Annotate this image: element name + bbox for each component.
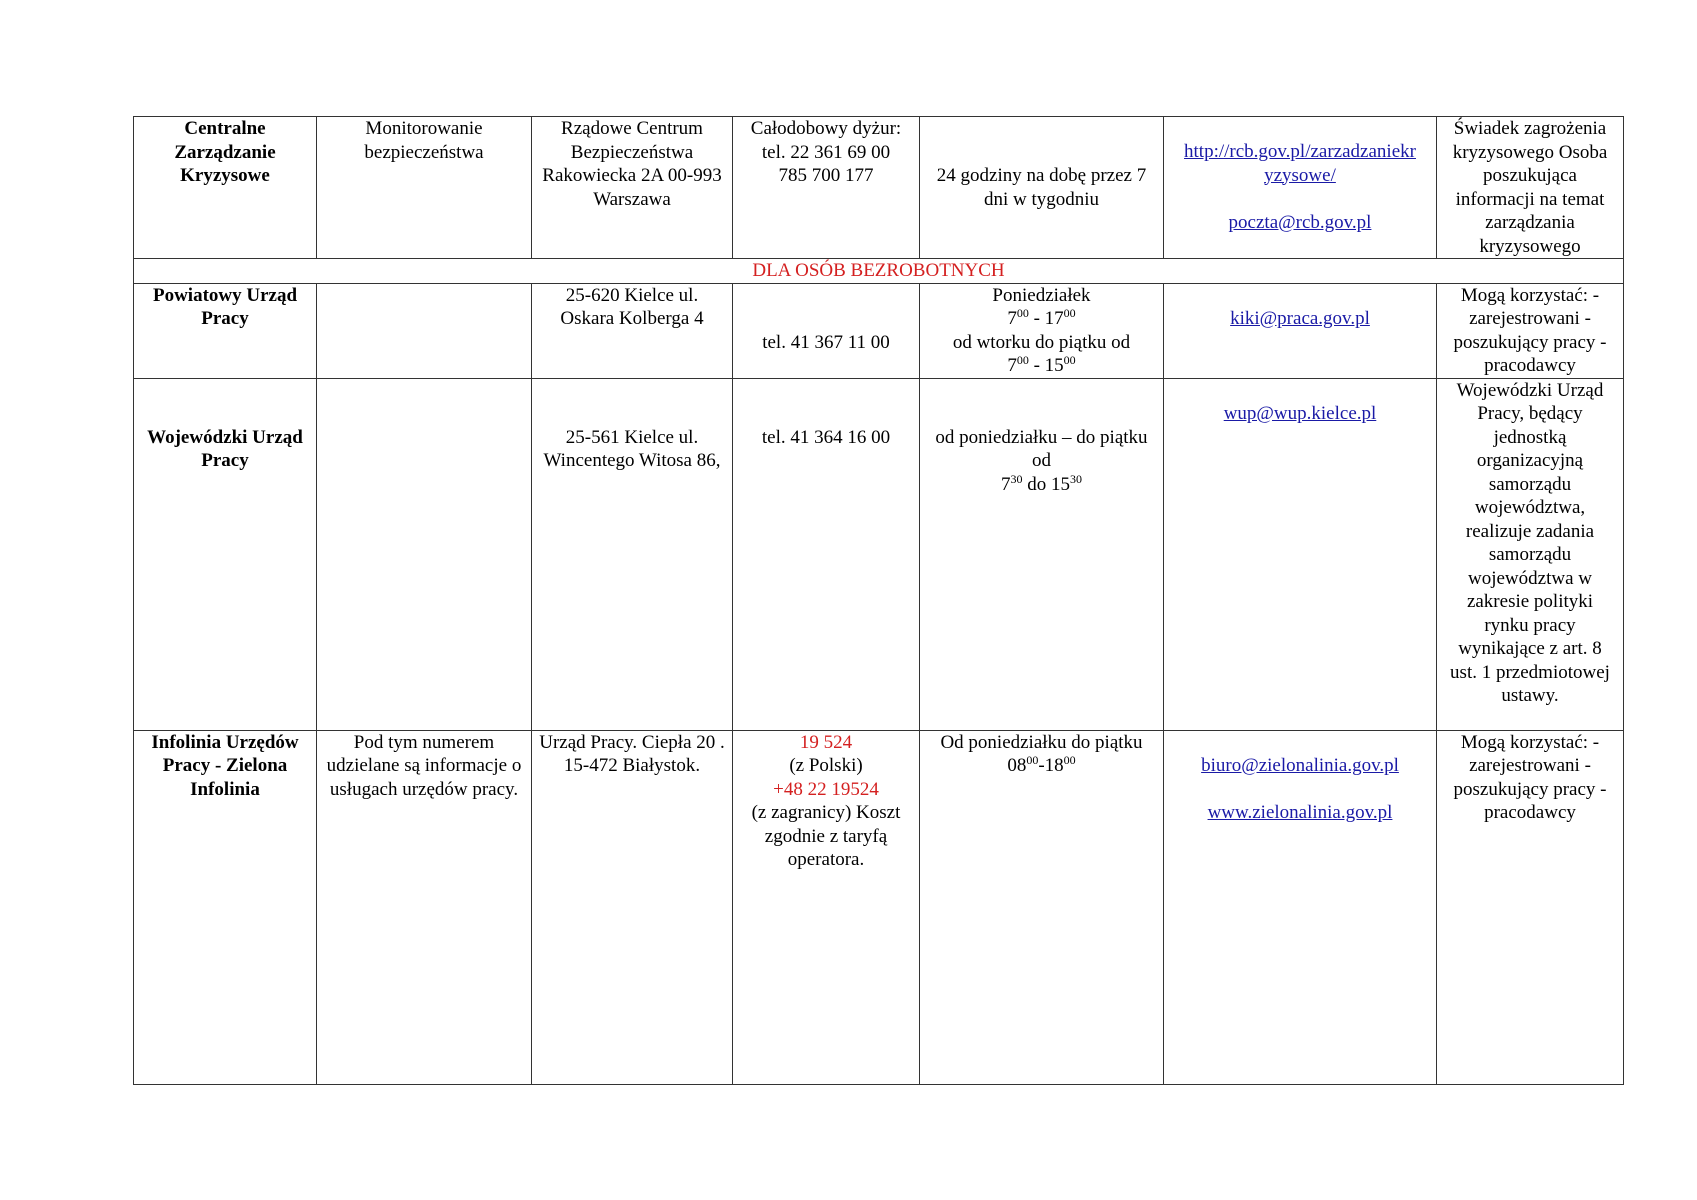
hours-to: - 15 (1028, 355, 1064, 376)
phone-intro: Całodobowy dyżur: (750, 118, 902, 139)
section-header: DLA OSÓB BEZROBOTNYCH (134, 259, 1624, 284)
institution-name: Centralne Zarządzanie Kryzysowe (134, 117, 317, 259)
opening-hours (920, 730, 1164, 1084)
section-row (134, 259, 1624, 284)
hours-to: do 15 (1022, 473, 1070, 495)
table-row (134, 730, 1624, 1084)
hours-days: Od poniedziałku do piątku (940, 731, 1143, 753)
hours-to-minutes: 00 (1063, 353, 1076, 367)
hours-to: - 17 (1028, 308, 1064, 329)
phone-number: 785 700 177 (778, 165, 874, 186)
phone-cell (733, 117, 920, 259)
contact-links (1164, 283, 1437, 378)
phone-cell (733, 730, 920, 1084)
service-scope: Monitorowanie bezpieczeństwa (317, 117, 532, 259)
table-row (134, 378, 1624, 730)
opening-hours: 24 godziny na dobę przez 7 dni w tygodniu (920, 117, 1164, 259)
hours-to-minutes: 00 (1063, 753, 1076, 767)
hours-from-minutes: 30 (1010, 471, 1023, 486)
email-link[interactable]: wup@wup.kielce.pl (1223, 402, 1377, 424)
address: 25-620 Kielce ul. Oskara Kolberga 4 (532, 283, 733, 378)
email-link[interactable]: poczta@rcb.gov.pl (1228, 211, 1372, 233)
address: 25-561 Kielce ul. Wincentego Witosa 86, (532, 378, 733, 730)
hours-range (926, 354, 1157, 378)
services-table (133, 116, 1624, 1085)
hours-day: Poniedziałek (992, 284, 1091, 306)
institution-name: Wojewódzki Urząd Pracy (134, 378, 317, 730)
opening-hours (920, 283, 1164, 378)
service-scope (317, 283, 532, 378)
hours-from: 7 (1001, 473, 1011, 495)
email-link[interactable]: kiki@praca.gov.pl (1230, 307, 1370, 329)
address: Rządowe Centrum Bezpieczeństwa Rakowiecka 2A 00-993 Warszawa (532, 117, 733, 259)
spacer (1170, 187, 1430, 211)
hours-from-minutes: 00 (1016, 306, 1029, 320)
institution-name: Infolinia Urzędów Pracy - Zielona Infolinia (134, 730, 317, 1084)
service-scope (317, 378, 532, 730)
hours-to-minutes: 30 (1070, 471, 1082, 486)
hours-to: -18 (1038, 755, 1064, 776)
target-group: Świadek zagrożenia kryzysowego Osoba poszukująca informacji na temat zarządzania kryzysowego (1437, 117, 1624, 259)
target-group: Mogą korzystać: - zarejestrowani - poszukujący pracy - pracodawcy (1437, 730, 1624, 1084)
opening-hours (920, 378, 1164, 730)
hours-from-minutes: 00 (1026, 753, 1039, 767)
phone-number-international: +48 22 19524 (773, 778, 879, 800)
contact-links (1164, 378, 1437, 730)
table-row (134, 283, 1624, 378)
hours-from-minutes: 00 (1016, 353, 1029, 367)
target-group: Wojewódzki Urząd Pracy, będący jednostką organizacyjną samorządu województwa, realizuje zadania samorządu województwa w zakresie polityki rynku pracy wynikające z art. 8 ust. 1 przedmiotowej ustawy. (1437, 378, 1624, 730)
hours-from: 7 (1007, 308, 1017, 329)
phone-number: tel. 41 364 16 00 (733, 378, 920, 730)
phone-number: tel. 22 361 69 00 (761, 141, 891, 163)
service-scope: Pod tym numerem udzielane są informacje o usługach urzędów pracy. (317, 730, 532, 1084)
website-link[interactable]: www.zielonalinia.gov.pl (1207, 801, 1393, 823)
phone-number: tel. 41 367 11 00 (733, 283, 920, 378)
hours-from: 7 (1007, 355, 1017, 376)
address: Urząd Pracy. Ciepła 20 . 15-472 Białystok. (532, 730, 733, 1084)
phone-note: (z Polski) (789, 755, 863, 776)
hours-from: 08 (1007, 755, 1027, 776)
phone-note: (z zagranicy) Koszt zgodnie z taryfą operatora. (751, 802, 901, 870)
target-group: Mogą korzystać: - zarejestrowani - poszukujący pracy - pracodawcy (1437, 283, 1624, 378)
website-link[interactable]: http://rcb.gov.pl/zarzadzaniekr yzysowe/ (1184, 141, 1416, 186)
hours-days: od wtorku do piątku od (952, 331, 1131, 353)
spacer (1170, 777, 1430, 801)
hours-days: od poniedziałku – do piątku od (935, 426, 1148, 471)
institution-name: Powiatowy Urząd Pracy (134, 283, 317, 378)
contact-links (1164, 730, 1437, 1084)
email-link[interactable]: biuro@zielonalinia.gov.pl (1201, 754, 1399, 776)
hours-range (926, 307, 1157, 331)
hours-to-minutes: 00 (1063, 306, 1076, 320)
contact-links (1164, 117, 1437, 259)
hours-range (926, 473, 1157, 497)
phone-number-domestic: 19 524 (799, 731, 853, 753)
hours-range (926, 754, 1157, 778)
table-row (134, 117, 1624, 259)
